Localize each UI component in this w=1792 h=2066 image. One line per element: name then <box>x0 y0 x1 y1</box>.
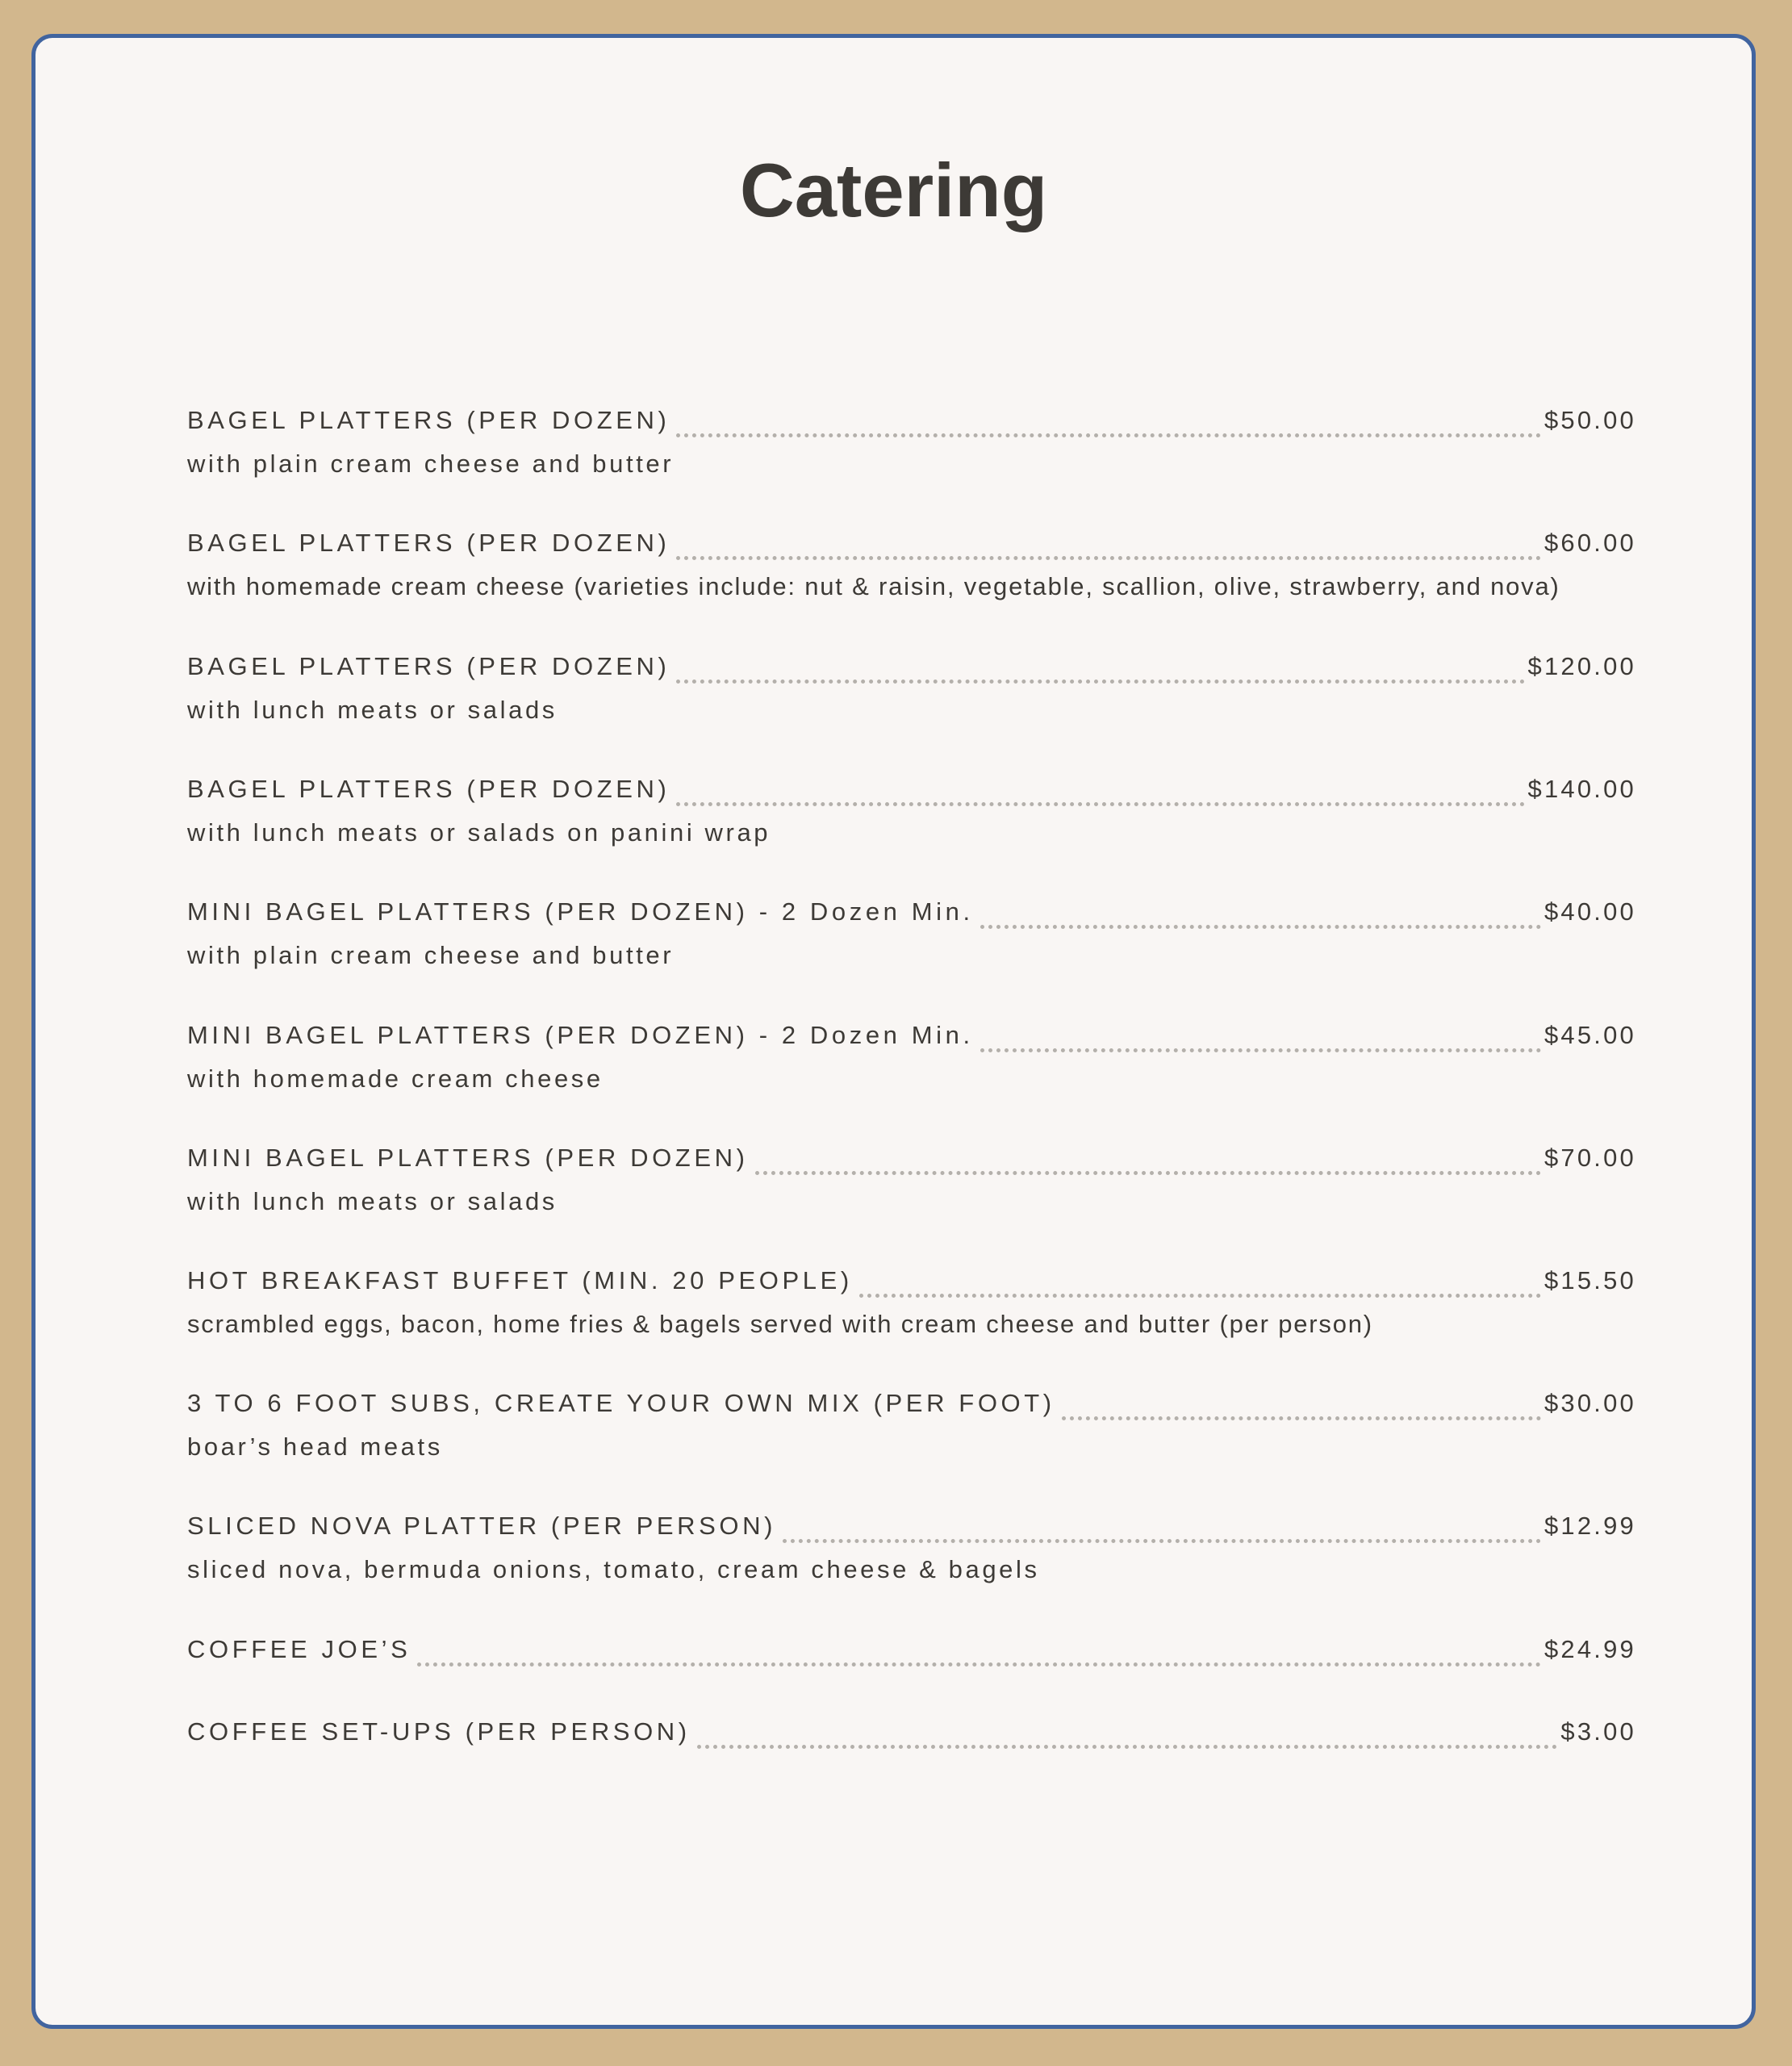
menu-item-price: $140.00 <box>1527 775 1636 803</box>
menu-item-price: $60.00 <box>1543 529 1636 557</box>
menu-item-price: $24.99 <box>1543 1635 1636 1663</box>
menu-item-price: $50.00 <box>1543 406 1636 434</box>
menu-item-price: $12.99 <box>1543 1512 1636 1540</box>
catering-menu-list <box>36 38 1752 2025</box>
menu-item-description: sliced nova, bermuda onions, tomato, cream cheese & bagels <box>187 1555 1040 1583</box>
menu-item-description: with lunch meats or salads on panini wrap <box>187 818 771 847</box>
dotted-leader <box>697 1745 1558 1749</box>
menu-item <box>187 1140 1636 1220</box>
menu-item <box>187 1262 1636 1343</box>
menu-item-name: COFFEE JOE’S <box>187 1635 411 1663</box>
menu-item-description: scrambled eggs, bacon, home fries & bagels served with cream cheese and butter (per person) <box>187 1310 1373 1338</box>
menu-item <box>187 1385 1636 1466</box>
menu-item <box>187 525 1636 605</box>
dotted-leader <box>980 1048 1541 1052</box>
dotted-leader <box>417 1662 1541 1667</box>
menu-item-name: COFFEE SET-UPS (PER PERSON) <box>187 1717 691 1746</box>
dotted-leader <box>676 433 1541 437</box>
menu-item-price: $70.00 <box>1543 1144 1636 1172</box>
menu-item-name: MINI BAGEL PLATTERS (PER DOZEN) - 2 Dozen Min. <box>187 897 974 926</box>
menu-item <box>187 1508 1636 1588</box>
dotted-leader <box>676 556 1541 560</box>
menu-item-description: with lunch meats or salads <box>187 696 558 724</box>
menu-item-name: BAGEL PLATTERS (PER DOZEN) <box>187 775 670 803</box>
page-title: Catering <box>739 148 1048 232</box>
menu-item-name: SLICED NOVA PLATTER (PER PERSON) <box>187 1512 777 1540</box>
dotted-leader <box>755 1171 1541 1175</box>
menu-item-name: 3 TO 6 FOOT SUBS, CREATE YOUR OWN MIX (PER FOOT) <box>187 1389 1055 1417</box>
menu-item-description: with lunch meats or salads <box>187 1187 558 1215</box>
dotted-leader <box>859 1294 1541 1298</box>
menu-item-price: $15.50 <box>1543 1266 1636 1294</box>
menu-item <box>187 1631 1636 1668</box>
menu-item <box>187 771 1636 851</box>
dotted-leader <box>676 680 1524 684</box>
dotted-leader <box>783 1539 1541 1543</box>
menu-item <box>187 1017 1636 1098</box>
menu-item-price: $3.00 <box>1560 1717 1636 1746</box>
menu-item-name: HOT BREAKFAST BUFFET (MIN. 20 PEOPLE) <box>187 1266 853 1294</box>
menu-item-description: boar’s head meats <box>187 1432 443 1461</box>
menu-item-description: with homemade cream cheese (varieties include: nut & raisin, vegetable, scallion, olive, strawberry, and nova) <box>187 572 1560 600</box>
menu-item-price: $40.00 <box>1543 897 1636 926</box>
menu-item <box>187 402 1636 483</box>
menu-card <box>31 34 1756 2029</box>
menu-item-name: MINI BAGEL PLATTERS (PER DOZEN) <box>187 1144 749 1172</box>
dotted-leader <box>980 925 1541 929</box>
menu-item <box>187 893 1636 974</box>
menu-item-name: BAGEL PLATTERS (PER DOZEN) <box>187 652 670 680</box>
menu-item-price: $45.00 <box>1543 1021 1636 1049</box>
menu-item-name: BAGEL PLATTERS (PER DOZEN) <box>187 529 670 557</box>
menu-item-description: with homemade cream cheese <box>187 1064 604 1093</box>
menu-item <box>187 648 1636 729</box>
menu-item-name: MINI BAGEL PLATTERS (PER DOZEN) - 2 Dozen Min. <box>187 1021 974 1049</box>
dotted-leader <box>676 802 1524 806</box>
menu-item-price: $30.00 <box>1543 1389 1636 1417</box>
menu-item-name: BAGEL PLATTERS (PER DOZEN) <box>187 406 670 434</box>
menu-item-price: $120.00 <box>1527 652 1636 680</box>
menu-item-description: with plain cream cheese and butter <box>187 941 675 969</box>
menu-item-description: with plain cream cheese and butter <box>187 450 675 478</box>
dotted-leader <box>1062 1416 1541 1420</box>
menu-item <box>187 1713 1636 1750</box>
